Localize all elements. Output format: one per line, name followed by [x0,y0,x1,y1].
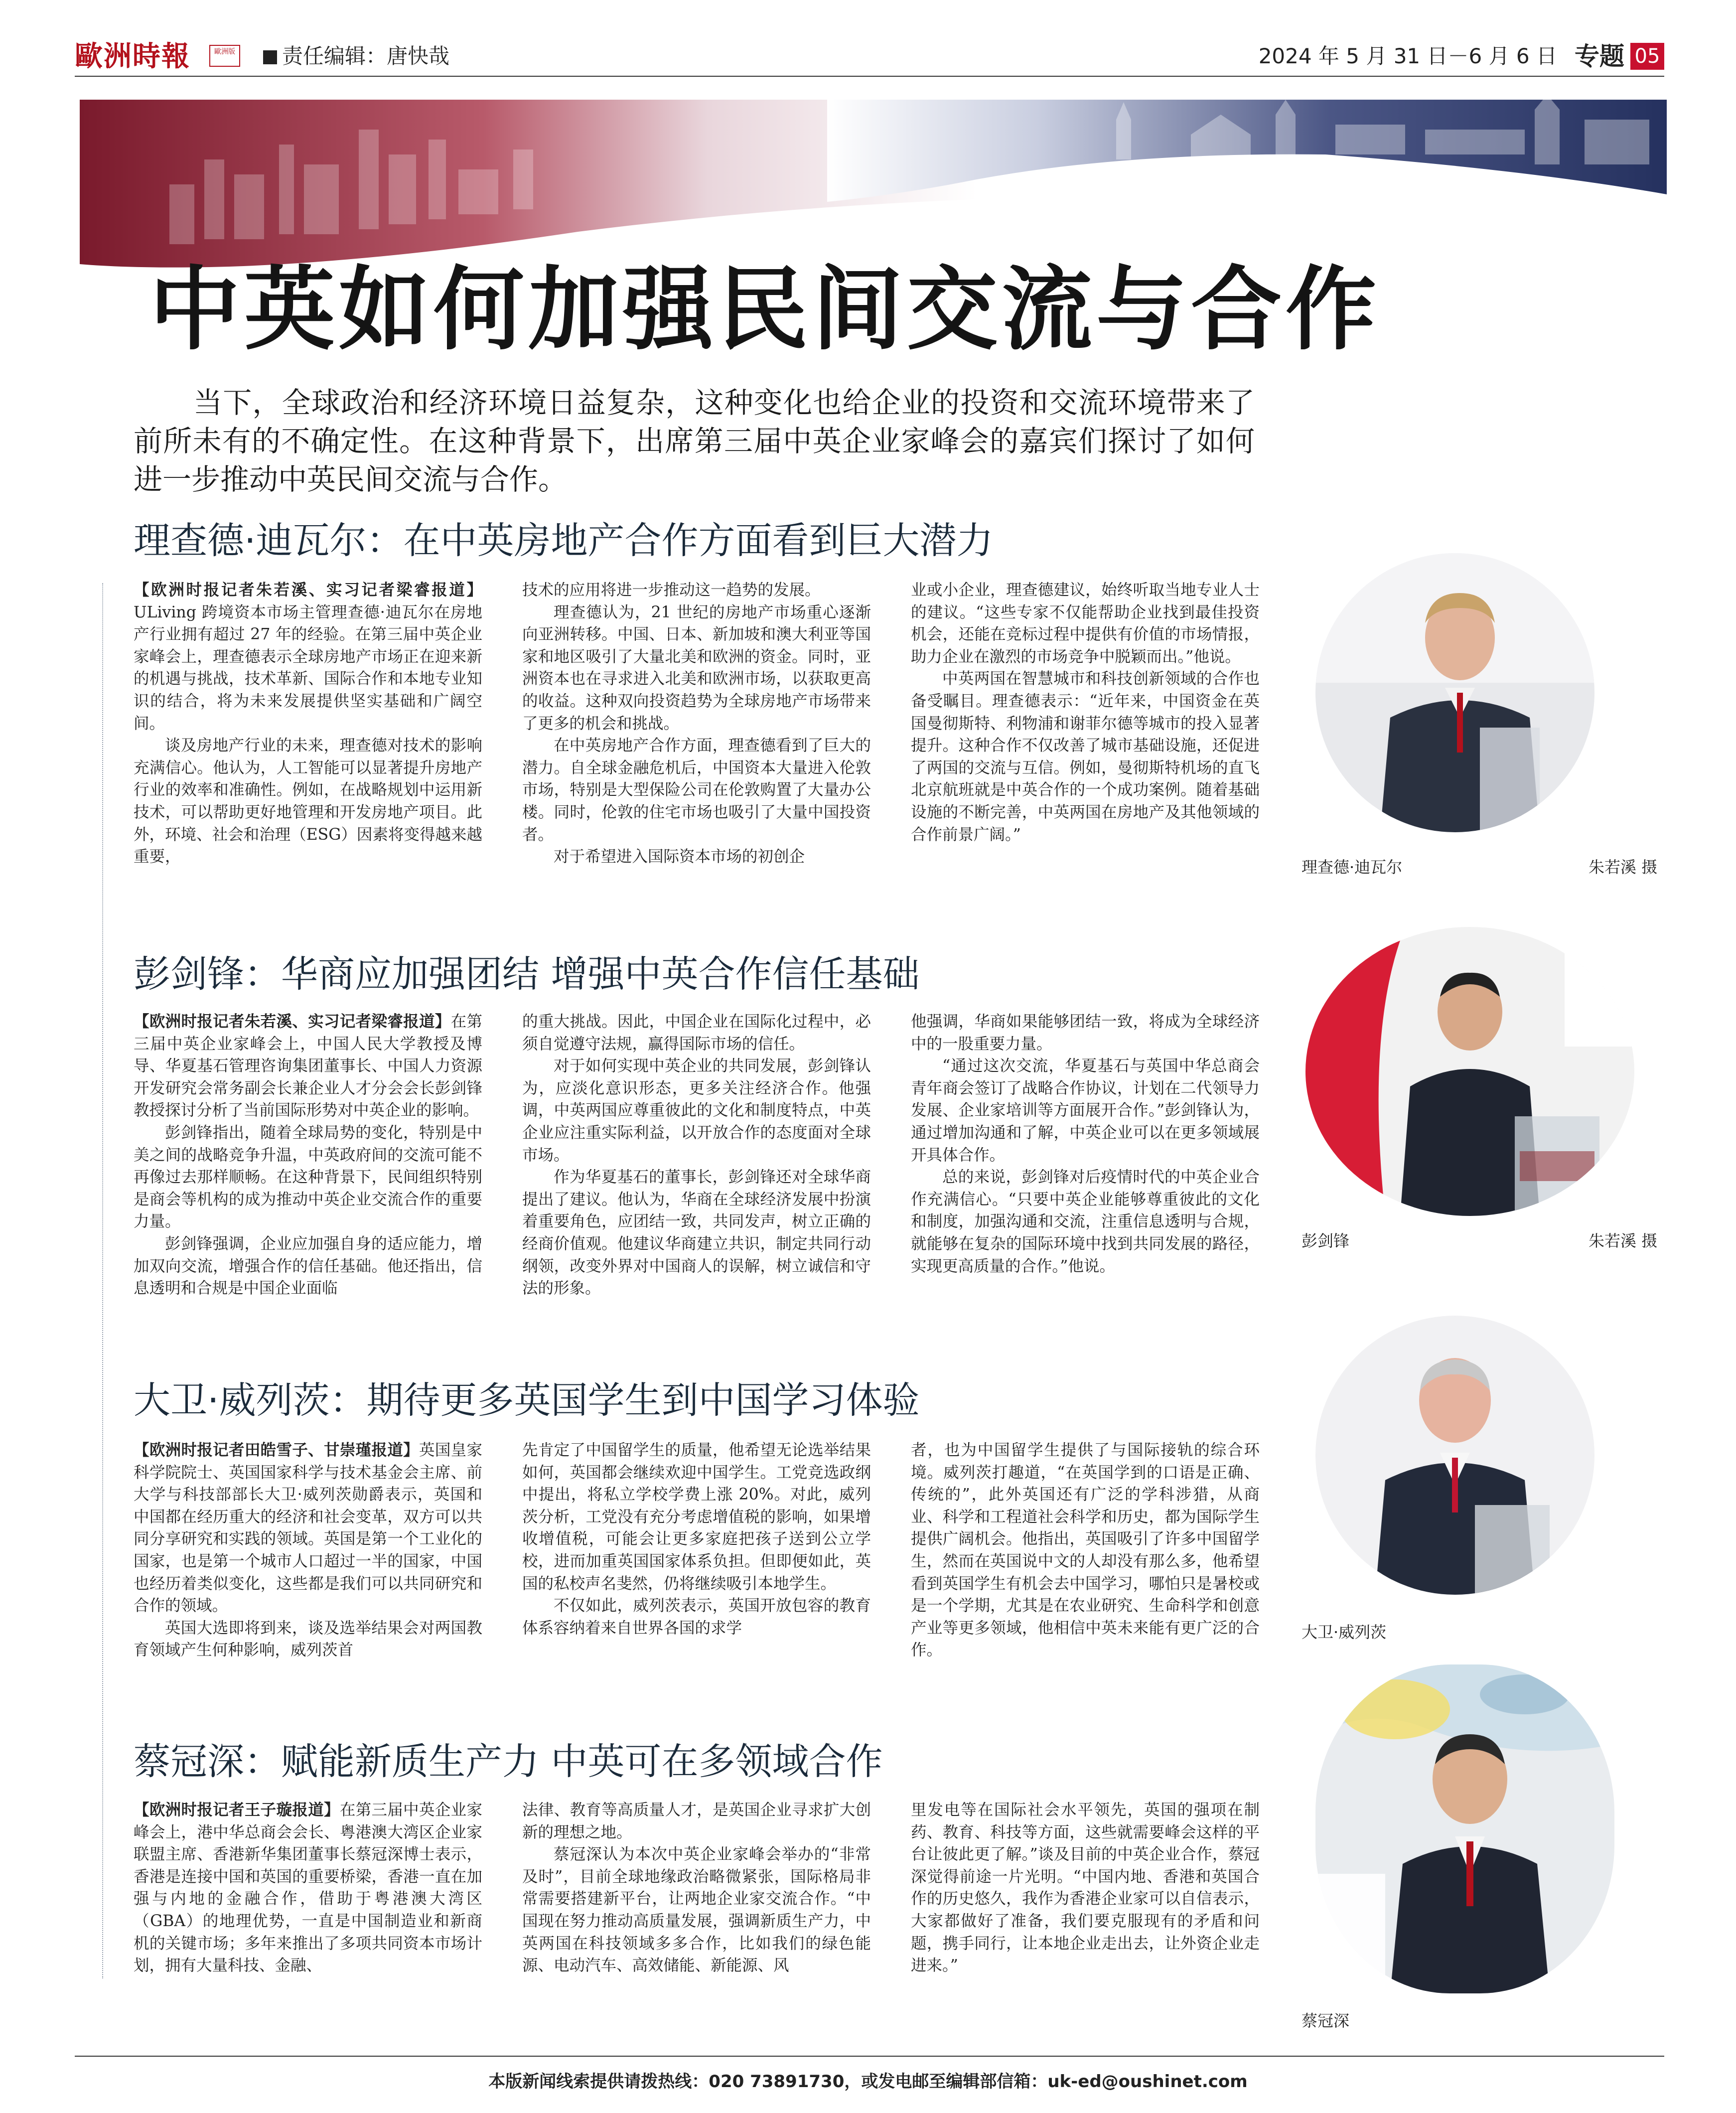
photo-2-caption: 彭剑锋 [1302,1231,1350,1250]
photo-2-credit: 朱若溪 摄 [1589,1231,1658,1250]
issue-date: 2024 年 5 月 31 日－6 月 6 日 [1258,44,1557,68]
article-3-col-2: 先肯定了中国留学生的质量，他希望无论选举结果如何，英国都会继续欢迎中国学生。工党竞选政纲中提出，将私立学校学费上涨 20%。对此，威列茨分析，工党没有充分考虑增值税的影响，如果增收增值税，可能会让更多家庭把孩子送到公立学校，进而加重英国国家体系负担。但即便如此，英国的私校声名斐然，仍将继续吸引本地学生。 不仅如此，威列茨表示，英国开放包容的教育体系容纳着来自世界各国的求学 [522,1441,871,1637]
article-3-headline: 大卫·威列茨：期待更多英国学生到中国学习体验 [134,1379,920,1422]
article-2-col-3: 他强调，华商如果能够团结一致，将成为全球经济中的一股重要力量。 “通过这次交流，华夏基石与英国中华总商会青年商会签订了战略合作协议，计划在二代领导力发展、企业家培训等方面展开合作。”彭剑锋认为，通过增加沟通和了解，中英企业可以在更多领域展开具体合作。 总的来说，彭剑锋对后疫情时代的中英企业合作充满信心。“只要中英企业能够尊重彼此的文化和制度，加强沟通和交流，注重信息透明与合规，就能够在复杂的国际环境中找到共同发展的路径，实现更高质量的合作。”他说。 [911,1013,1260,1275]
article-3-col-1: 【欧洲时报记者田皓雪子、甘崇瑾报道】英国皇家科学院院士、英国国家科学与技术基金会主席、前大学与科技部部长大卫·威列茨勋爵表示，英国和中国都在经历重大的经济和社会变革，双方可以共同分享研究和实践的领域。英国是第一个工业化的国家，也是第一个城市人口超过一半的国家，中国也经历着类似变化，这些都是我们可以共同研究和合作的领域。 英国大选即将到来，谈及选举结果会对两国教育领域产生何种影响，威列茨首 [134,1441,482,1660]
article-4-col-3: 里发电等在国际社会水平领先，英国的强项在制药、教育、科技等方面，这些就需要峰会这样的平台让彼此更了解。”谈及目前的中英企业合作，蔡冠深觉得前途一片光明。“中国内地、香港和英国合作的历史悠久，我作为香港企业家可以自信表示，大家都做好了准备，我们要克服现有的矛盾和问题，携手同行，让本地企业走出去，让外资企业走进来。” [911,1801,1260,1975]
article-2-headline: 彭剑锋：华商应加强团结 增强中英合作信任基础 [134,953,920,996]
photo-david-willetts [1315,1316,1594,1595]
article-3-col-3: 者，也为中国留学生提供了与国际接轨的综合环境。威列茨打趣道，“在英国学到的口语是正确、传统的”，此外英国还有广泛的学科涉猎，从商业、科学和工程道社会科学和历史，都为国际学生提供广阔机会。他指出，英国吸引了许多中国留学生，然而在英国说中文的人却没有那么多，他希望看到英国学生有机会去中国学习，哪怕只是暑校或是一个学期，尤其是在农业研究、生命科学和创意产业等更多领域，他相信中英未来能有更广泛的合作。 [911,1441,1260,1660]
square-bullet-icon [263,50,277,64]
article-2-byline: 【欧洲时报记者朱若溪、实习记者梁睿报道】 [134,1012,451,1031]
article-1-byline: 【欧洲时报记者朱若溪、实习记者梁睿报道】 [134,581,482,599]
page-number: 05 [1630,43,1664,70]
article-4-byline: 【欧洲时报记者王子璇报道】 [134,1801,340,1819]
photo-peng-jianfeng [1305,927,1634,1216]
article-1-col-2: 技术的应用将进一步推动这一趋势的发展。 理查德认为，21 世纪的房地产市场重心逐渐向亚洲转移。中国、日本、新加坡和澳大利亚等国家和地区吸引了大量北美和欧洲的资金。同时，亚洲资本也在寻求进入北美和欧洲市场，以获取更高的收益。这种双向投资趋势为全球房地产市场带来了更多的机会和挑战。 在中英房地产合作方面，理查德看到了巨大的潜力。自全球金融危机后，中国资本大量进入伦敦市场，特别是大型保险公司在伦敦购置了大量办公楼。同时，伦敦的住宅市场也吸引了大量中国投资者。 对于希望进入国际资本市场的初创企 [522,581,871,866]
article-2-col-2: 的重大挑战。因此，中国企业在国际化过程中，必须自觉遵守法规，赢得国际市场的信任。 对于如何实现中英企业的共同发展，彭剑锋认为，应淡化意识形态，更多关注经济合作。他强调，中英两国应尊重彼此的文化和制度特点，中英企业应注重实际利益，以开放合作的态度面对全球市场。 作为华夏基石的董事长，彭剑锋还对全球华商提出了建议。他认为，华商在全球经济发展中扮演着重要角色，应团结一致，共同发声，树立正确的经商价值观。他建议华商建立共识，制定共同行动纲领，改变外界对中国商人的误解，树立诚信和守法的形象。 [522,1013,871,1298]
photo-4-caption: 蔡冠深 [1302,2011,1350,2030]
photo-3-caption: 大卫·威列茨 [1302,1623,1387,1642]
article-4-col-2: 法律、教育等高质量人才，是英国企业寻求扩大创新的理想之地。 蔡冠深认为本次中英企业家峰会举办的“非常及时”，目前全球地缘政治略微紧张，国际格局非常需要搭建新平台，让两地企业家交流合作。“中国现在努力推动高质量发展，强调新质生产力，中英两国在科技领域多多合作，比如我们的绿色能源、电动汽车、高效储能、新能源、风 [522,1801,871,1975]
photo-richard-divall [1315,553,1594,832]
article-1-headline: 理查德·迪瓦尔：在中英房地产合作方面看到巨大潜力 [134,519,994,562]
skyline-banner [80,100,1667,269]
edition-badge: 歐洲版 [209,45,240,67]
photo-cai-guanshen [1315,1664,1614,1993]
editor-text: 责任编辑：唐快哉 [282,44,450,68]
page-header [75,41,1664,72]
footer-hotline: 本版新闻线索提供请拨热线：020 73891730，或发电邮至编辑部信箱：uk-ed@oushinet.com [488,2072,1248,2092]
article-4-headline: 蔡冠深：赋能新质生产力 中英可在多领域合作 [134,1740,883,1783]
lead-paragraph: 当下，全球政治和经济环境日益复杂，这种变化也给企业的投资和交流环境带来了前所未有的不确定性。在这种背景下，出席第三届中英企业家峰会的嘉宾们探讨了如何进一步推动中英民间交流与合作。 [134,386,1255,496]
page-title: 中英如何加强民间交流与合作 [149,256,1380,362]
article-4-col-1: 【欧洲时报记者王子璇报道】在第三届中英企业家峰会上，港中华总商会会长、粤港澳大湾区企业家联盟主席、香港新华集团董事长蔡冠深博士表示，香港是连接中国和英国的重要桥梁，香港一直在加强与内地的金融合作，借助于粤港澳大湾区（GBA）的地理优势，一直是中国制造业和新商机的关键市场；多年来推出了多项共同资本市场计划，拥有大量科技、金融、 [134,1801,482,1975]
article-1-col-3: 业或小企业，理查德建议，始终听取当地专业人士的建议。“这些专家不仅能帮助企业找到最佳投资机会，还能在竞标过程中提供有价值的市场情报，助力企业在激烈的市场竞争中脱颖而出。”他说。 中英两国在智慧城市和科技创新领域的合作也备受瞩目。理查德表示：“近年来，中国资金在英国曼彻斯特、利物浦和谢菲尔德等城市的投入显著提升。这种合作不仅改善了城市基础设施，还促进了两国的交流与互信。例如，曼彻斯特机场的直飞北京航班就是中英合作的一个成功案例。随着基础设施的不断完善，中英两国在房地产及其他领域的合作前景广阔。” [911,581,1260,844]
photo-1-credit: 朱若溪 摄 [1589,858,1658,877]
newspaper-logo: 歐洲時報 [75,40,190,73]
section-label: 专题 [1575,42,1624,71]
header-rule [75,76,1664,77]
editor-line [263,41,449,72]
photo-1-caption: 理查德·迪瓦尔 [1302,858,1403,877]
article-2-col-1: 【欧洲时报记者朱若溪、实习记者梁睿报道】在第三届中英企业家峰会上，中国人民大学教授及博导、华夏基石管理咨询集团董事长、中国人力资源开发研究会常务副会长兼企业人才分会会长彭剑锋教授探讨分析了当前国际形势对中英企业的影响。 彭剑锋指出，随着全球局势的变化，特别是中美之间的战略竞争升温，中英政府间的交流可能不再像过去那样顺畅。在这种背景下，民间组织特别是商会等机构的成为推动中英企业交流合作的重要力量。 彭剑锋强调，企业应加强自身的适应能力，增加双向交流，增强合作的信任基础。他还指出，信息透明和合规是中国企业面临 [134,1012,482,1298]
margin-dotted-rule [102,583,104,1978]
article-3-byline: 【欧洲时报记者田皓雪子、甘崇瑾报道】 [134,1441,419,1459]
article-1-col-1: 【欧洲时报记者朱若溪、实习记者梁睿报道】ULiving 跨境资本市场主管理查德·迪瓦尔在房地产行业拥有超过 27 年的经验。在第三届中英企业家峰会上，理查德表示全球房地产市场正在迎来新的机遇与挑战，技术革新、国际合作和本地专业知识的结合，将为未来发展提供坚实基础和广阔空间。 谈及房地产行业的未来，理查德对技术的影响充满信心。他认为，人工智能可以显著提升房地产行业的效率和准确性。例如，在战略规划中运用新技术，可以帮助更好地管理和开发房地产项目。此外，环境、社会和治理（ESG）因素将变得越来越重要， [134,581,482,866]
footer-rule [75,2056,1664,2057]
